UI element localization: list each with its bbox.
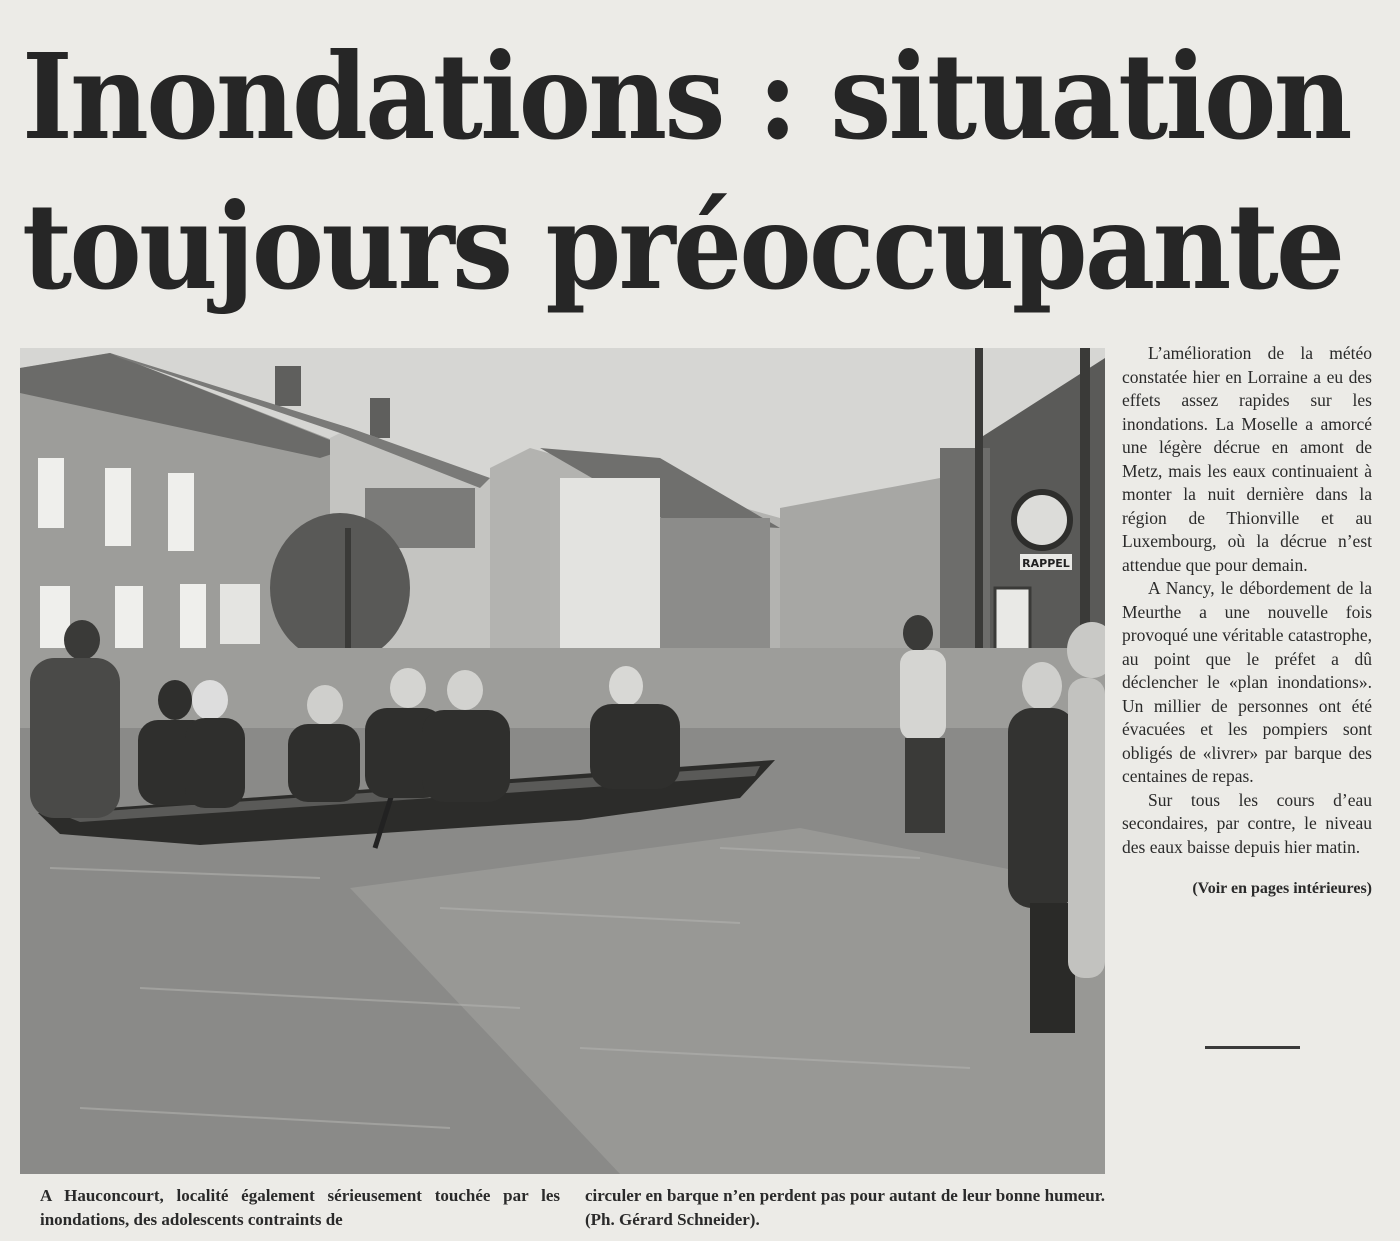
headline-line-2: toujours préoccupante xyxy=(22,177,1343,316)
caption-part-2: circuler en barque n’en perdent pas pour autant de leur bonne humeur. (Ph. Gérard Schneider). xyxy=(585,1186,1105,1229)
headline xyxy=(22,22,1350,322)
article-paragraph-1: L’amélioration de la météo constatée hier en Lorraine a eu des effets assez rapides sur les inondations. La Moselle a amorcé une légère décrue en amont de Metz, mais les eaux continuaient à monter la nuit dernière dans la région de Thionville et au Luxembourg, où la décrue n’est attendue que pour demain. xyxy=(1122,343,1372,575)
flood-photo xyxy=(20,348,1105,1174)
photo-caption xyxy=(40,1184,1105,1238)
column-end-rule xyxy=(1205,1046,1300,1049)
article-body xyxy=(1122,342,1372,901)
page-reference: (Voir en pages intérieures) xyxy=(1192,880,1372,897)
headline-line-1: Inondations : situation xyxy=(22,27,1350,166)
article-paragraph-2: A Nancy, le débordement de la Meurthe a une nouvelle fois provoqué une véritable catastrophe, au point que le préfet a dû déclencher le «plan inondations». Un millier de personnes ont été évacuées et les pompiers sont obligés de «livrer» par barque des centaines de repas. xyxy=(1122,578,1372,786)
article-paragraph-3: Sur tous les cours d’eau secondaires, par contre, le niveau des eaux baisse depuis hier matin. xyxy=(1122,789,1372,857)
caption-part-1: A Hauconcourt, localité également sérieusement touchée par les inondations, des adolescents contraints de xyxy=(40,1186,560,1229)
rappel-sign: RAPPEL xyxy=(1022,557,1070,570)
flood-scene-illustration xyxy=(20,348,1105,1174)
